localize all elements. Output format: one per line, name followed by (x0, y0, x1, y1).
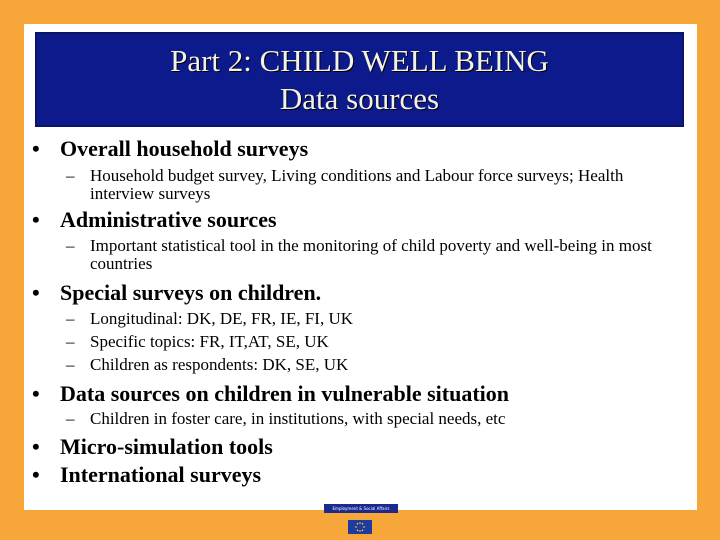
bullet-text: Administrative sources (60, 207, 277, 232)
sub-bullet-text: Longitudinal: DK, DE, FR, IE, FI, UK (90, 309, 354, 328)
sub-bullet-item (66, 410, 686, 428)
eu-flag-icon (348, 520, 372, 534)
bullet-item (32, 280, 321, 306)
bullet-item (32, 207, 277, 233)
bullet-text: Overall household surveys (60, 136, 309, 161)
sub-bullet-marker: – (66, 409, 75, 428)
bullet-marker: • (32, 434, 40, 459)
sub-bullet-item (66, 167, 686, 203)
sub-bullet-text: Specific topics: FR, IT,AT, SE, UK (90, 332, 329, 351)
bullet-list (24, 24, 697, 510)
sub-bullet-marker: – (66, 355, 75, 374)
sub-bullet-item (66, 310, 686, 328)
bullet-marker: • (32, 207, 40, 232)
bullet-item (32, 434, 273, 460)
bullet-item (32, 136, 308, 162)
slide (24, 24, 697, 510)
bullet-marker: • (32, 280, 40, 305)
bullet-text: Data sources on children in vulnerable situation (60, 381, 510, 406)
bullet-text: Special surveys on children. (60, 280, 322, 305)
sub-bullet-item (66, 237, 696, 273)
title-line-2: Data sources (279, 80, 440, 116)
bullet-text: Micro-simulation tools (60, 434, 273, 459)
sub-bullet-item (66, 333, 686, 351)
bullet-item (32, 381, 509, 407)
sub-bullet-marker: – (66, 236, 75, 255)
logo-banner: Employment & Social Affairs (324, 504, 398, 513)
bullet-marker: • (32, 462, 40, 487)
bullet-text: International surveys (60, 462, 262, 487)
sub-bullet-text: Important statistical tool in the monitoring of child poverty and well-being in most countries (90, 236, 652, 273)
bullet-marker: • (32, 136, 40, 161)
sub-bullet-item (66, 356, 686, 374)
title-line-1: Part 2: CHILD WELL BEING (170, 42, 549, 78)
footer-logo (324, 504, 398, 534)
sub-bullet-marker: – (66, 309, 75, 328)
sub-bullet-marker: – (66, 332, 75, 351)
sub-bullet-text: Children in foster care, in institutions, with special needs, etc (90, 409, 506, 428)
sub-bullet-text: Household budget survey, Living conditions and Labour force surveys; Health interview surveys (90, 166, 624, 203)
sub-bullet-text: Children as respondents: DK, SE, UK (90, 355, 349, 374)
bullet-item (32, 462, 261, 488)
sub-bullet-marker: – (66, 166, 75, 185)
bullet-marker: • (32, 381, 40, 406)
